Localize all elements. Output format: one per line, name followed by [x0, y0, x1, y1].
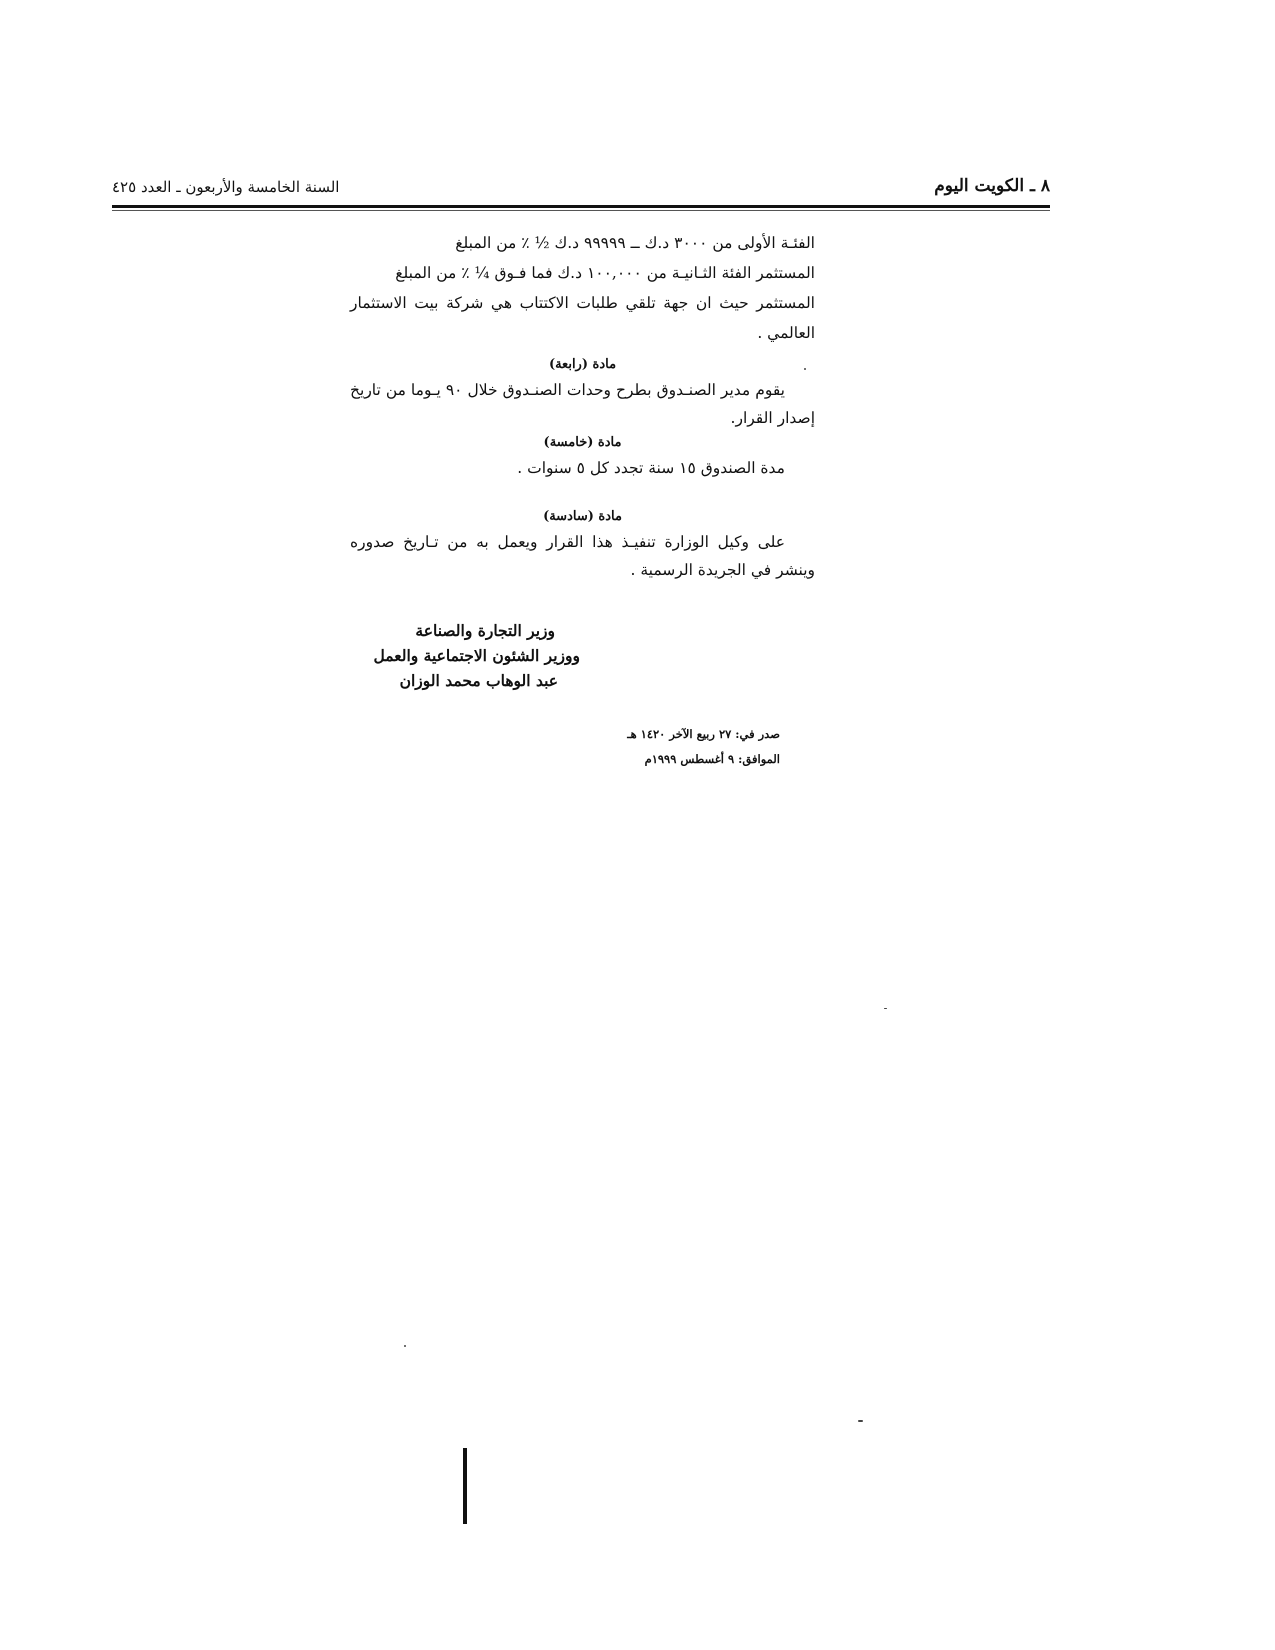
article-5-text: مدة الصندوق ١٥ سنة تجدد كل ٥ سنوات .	[517, 459, 785, 477]
issued-date-gregorian: الموافق: ٩ أغسطس ١٩٩٩م	[644, 752, 780, 766]
signature-block	[355, 618, 580, 693]
issue-dates	[590, 722, 780, 772]
page-header	[112, 178, 1050, 202]
category-line-2: المستثمر الفئة الثـانيـة من ١٠٠,٠٠٠ د.ك فما فـوق ¼ ٪ من المبلغ	[395, 264, 815, 282]
scan-speck	[884, 1008, 887, 1009]
issue-label: السنة الخامسة والأربعون ـ العدد ٤٢٥	[112, 178, 340, 196]
article-4-heading: مادة (رابعة)	[548, 357, 617, 372]
scan-artifact-bar	[463, 1448, 467, 1524]
header-rule-thin	[112, 210, 1050, 211]
signatory-title-2: ووزير الشئون الاجتماعية والعمل	[373, 646, 580, 665]
signatory-name: عبد الوهاب محمد الوزان	[399, 671, 558, 690]
issued-date-hijri: صدر في: ٢٧ ربيع الآخر ١٤٢٠ هـ	[627, 727, 780, 741]
article-4-text: يقوم مدير الصنـدوق بطرح وحدات الصنـدوق خلال ٩٠ يـوما من تاريخ إصدار القرار.	[350, 381, 815, 427]
article-6-heading: مادة (سادسة)	[543, 509, 622, 524]
decree-body	[350, 228, 815, 584]
scan-speck	[858, 1420, 863, 1422]
scan-speck	[804, 368, 806, 370]
category-line-1: الفئـة الأولى من ٣٠٠٠ د.ك ــ ٩٩٩٩٩ د.ك ½ ٪ من المبلغ	[455, 234, 815, 252]
article-5-heading: مادة (خامسة)	[543, 435, 622, 450]
header-rule-thick	[112, 205, 1050, 208]
category-line-3: المستثمر حيث ان جهة تلقي طلبات الاكتتاب هي شركة بيت الاستثمار العالمي .	[350, 294, 815, 342]
page-label: ٨ ـ الكويت اليوم	[934, 176, 1050, 196]
scan-speck	[404, 1345, 406, 1347]
signatory-title-1: وزير التجارة والصناعة	[415, 621, 555, 640]
article-6-text: على وكيل الوزارة تنفيـذ هذا القرار ويعمل به من تـاريخ صدوره وينشر في الجريدة الرسمية .	[350, 533, 815, 579]
